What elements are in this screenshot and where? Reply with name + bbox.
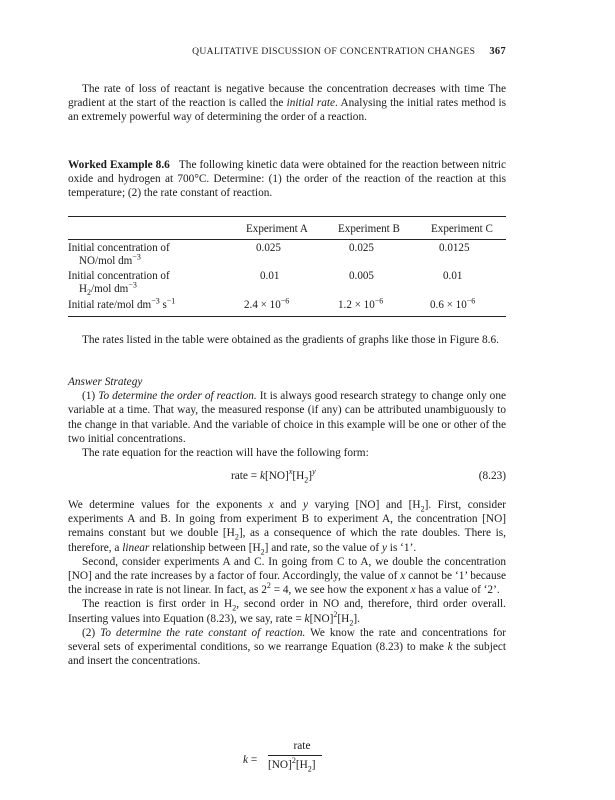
p4-x: x (400, 570, 406, 583)
row-label-sup: −3 (128, 280, 137, 290)
p5-c: [NO] (309, 612, 334, 625)
p3-y2: y (381, 541, 387, 554)
table-top-rule (68, 216, 506, 217)
answer-p4 (68, 555, 506, 598)
table-header-rule (68, 239, 506, 240)
eq-lhs: rate = (231, 470, 260, 482)
worked-example (68, 158, 506, 201)
intro-paragraph (68, 82, 506, 125)
p5-k: k (304, 612, 310, 625)
row-label-text-b: s (159, 299, 167, 311)
p5-sub: 2 (232, 603, 237, 613)
answer-p5 (68, 597, 506, 625)
p3-sub3: 2 (260, 546, 265, 556)
equation-number: (8.23) (478, 470, 506, 482)
p3-e: ], as a consequence of which the rate doubles. There is, therefore, a (68, 527, 506, 554)
eq-k: k (259, 470, 265, 482)
eq-x: x (288, 467, 293, 477)
den-no: [NO] (268, 759, 292, 771)
cell-a (244, 296, 290, 312)
p1-emphasis: To determine the order of reaction. (98, 390, 257, 403)
row-label-line2 (68, 280, 170, 298)
den-h: [H (295, 759, 308, 771)
p6-k: k (447, 641, 453, 654)
p3-b: and (273, 499, 303, 511)
frac-equals: = (248, 754, 258, 766)
col-header-b: Experiment B (338, 223, 400, 235)
p6-b: the subject and insert the concentrations. (68, 641, 506, 668)
frac-k: k (243, 754, 249, 766)
cell-mantissa: 2.4 × 10 (244, 299, 281, 311)
col-header-c: Experiment C (431, 223, 493, 235)
p5-sup: 2 (333, 609, 338, 619)
answer-strategy (68, 375, 506, 460)
row-label-text: Initial rate/mol dm (68, 299, 152, 311)
den-sub: 2 (307, 764, 312, 774)
eq-h-close: ] (308, 470, 313, 482)
p6-num: (2) (82, 626, 101, 639)
answer-p3 (68, 498, 506, 555)
cell-exponent: −6 (280, 296, 290, 306)
answer-heading: Answer Strategy (68, 376, 143, 388)
row-label-line2 (68, 252, 170, 268)
row-label-text: H (79, 283, 88, 295)
p1-text: It is always good research strategy to change only one variable at a time. That way, the measured response (if any) can be attributed unambiguously to the change in that variable. And the variable of choice in this example will be one or other of the two initial concentrations. (68, 390, 506, 445)
p5-d: [H (337, 612, 350, 625)
p3-c: varying [NO] and [H (307, 499, 421, 511)
p6-em: To determine the rate constant of reaction. (100, 626, 306, 639)
p4-a: Second, consider experiments A and C. In going from C to A, we double the concentration [NO] and the rate increases by a factor of four. Accordingly, the value of (68, 555, 506, 583)
running-title: QUALITATIVE DISCUSSION OF CONCENTRATION CHANGES (192, 46, 476, 57)
after-table-paragraph (68, 333, 506, 347)
row-label-sub: 2 (87, 288, 92, 298)
p3-y: y (302, 499, 308, 511)
p3-sub: 2 (420, 504, 425, 514)
intro-text: The rate of loss of reactant is negative because the concentration decreases with time The gradient at the start of the reaction is called the (68, 83, 506, 110)
eq-no: [NO] (264, 470, 289, 482)
equation-body (231, 467, 316, 485)
p3-g: ] and rate, so the value of (264, 541, 382, 554)
intro-text-end: . Analysing the initial rates method is an extremely powerful way of determining the order of a reaction. (68, 97, 506, 124)
cell-c: 0.0125 (439, 242, 470, 254)
degree-symbol: ° (194, 173, 199, 186)
p3-f: relationship between [H (149, 541, 261, 554)
table-bottom-rule (68, 316, 506, 317)
p5-e: ]. (353, 612, 360, 625)
p5-sub2: 2 (349, 617, 354, 627)
answer-p2: The rate equation for the reaction will have the following form: (82, 447, 369, 460)
p3-a: We determine values for the exponents (68, 499, 269, 511)
after-table-text: The rates listed in the table were obtained as the gradients of graphs like those in Figure 8.6. (82, 334, 499, 346)
page-number: 367 (489, 46, 506, 57)
p3-em: linear (122, 541, 150, 554)
answer-body (68, 498, 506, 668)
eq-h-sub: 2 (304, 475, 309, 485)
row-label-sup: −3 (132, 252, 141, 262)
cell-b (338, 296, 384, 312)
p3-d: ]. First, consider experiments A and B. In going from experiment B to experiment A, the concentration [NO] remains constant but we double [H (68, 499, 506, 540)
col-header-a: Experiment A (246, 223, 308, 235)
cell-mantissa: 1.2 × 10 (338, 299, 375, 311)
p4-sup: 2 (266, 581, 271, 591)
p4-b: cannot be ‘1’ because the increase in rate is not linear. In fact, as 2 (68, 570, 506, 597)
eq-y: y (312, 467, 316, 477)
cell-a: 0.01 (260, 270, 280, 282)
p5-a: The reaction is first order in H (82, 598, 233, 611)
row-label-text-b: /mol dm (91, 283, 129, 295)
p3-h: is ‘1’. (386, 541, 417, 554)
den-close: ] (311, 759, 316, 771)
row-label-text: NO/mol dm (79, 255, 133, 267)
row-label (68, 242, 170, 268)
answer-p1 (68, 389, 506, 446)
row-label-sup: −3 (151, 296, 160, 306)
cell-exponent: −6 (466, 296, 476, 306)
cell-c: 0.01 (443, 270, 463, 282)
frac-numerator: rate (293, 740, 311, 752)
p3-x: x (268, 499, 274, 511)
p4-c: = 4, we see how the exponent (270, 584, 411, 597)
example-text: The following kinetic data were obtained for the reaction between nitric oxide and hydrogen at 700 (68, 159, 506, 186)
row-label-line1: Initial concentration of (68, 270, 170, 282)
cell-exponent: −6 (374, 296, 384, 306)
eq-h: [H (292, 470, 305, 482)
p4-x2: x (410, 584, 416, 597)
p1-num: (1) (82, 390, 99, 403)
cell-c (430, 296, 476, 312)
cell-a: 0.025 (256, 242, 281, 254)
p3-sub2: 2 (234, 532, 239, 542)
answer-p6 (68, 626, 506, 669)
row-label (68, 296, 176, 312)
example-text-end: C. Determine: (1) the order of the reaction of the reaction at this temperature; (2) the rate constant of reaction. (68, 173, 506, 200)
p5-b: , second order in NO and, therefore, third order overall. Inserting values into Equation (8.23), we say, rate = (68, 598, 506, 625)
p6-a: We know the rate and concentrations for several sets of experimental conditions, so we rearrange Equation (8.23) to make (68, 626, 507, 654)
frac-lhs (243, 754, 257, 766)
example-label: Worked Example 8.6 (68, 159, 170, 171)
row-label-sup2: −1 (166, 296, 176, 306)
row-label (68, 270, 170, 296)
cell-mantissa: 0.6 × 10 (430, 299, 467, 311)
den-sup: 2 (291, 756, 296, 766)
running-header (68, 46, 506, 57)
cell-b: 0.025 (349, 242, 374, 254)
intro-emphasis: initial rate (286, 97, 336, 110)
p4-d: has a value of ‘2’. (415, 584, 500, 597)
row-label-line1: Initial concentration of (68, 242, 170, 254)
cell-b: 0.005 (349, 270, 374, 282)
frac-denominator (268, 756, 316, 774)
